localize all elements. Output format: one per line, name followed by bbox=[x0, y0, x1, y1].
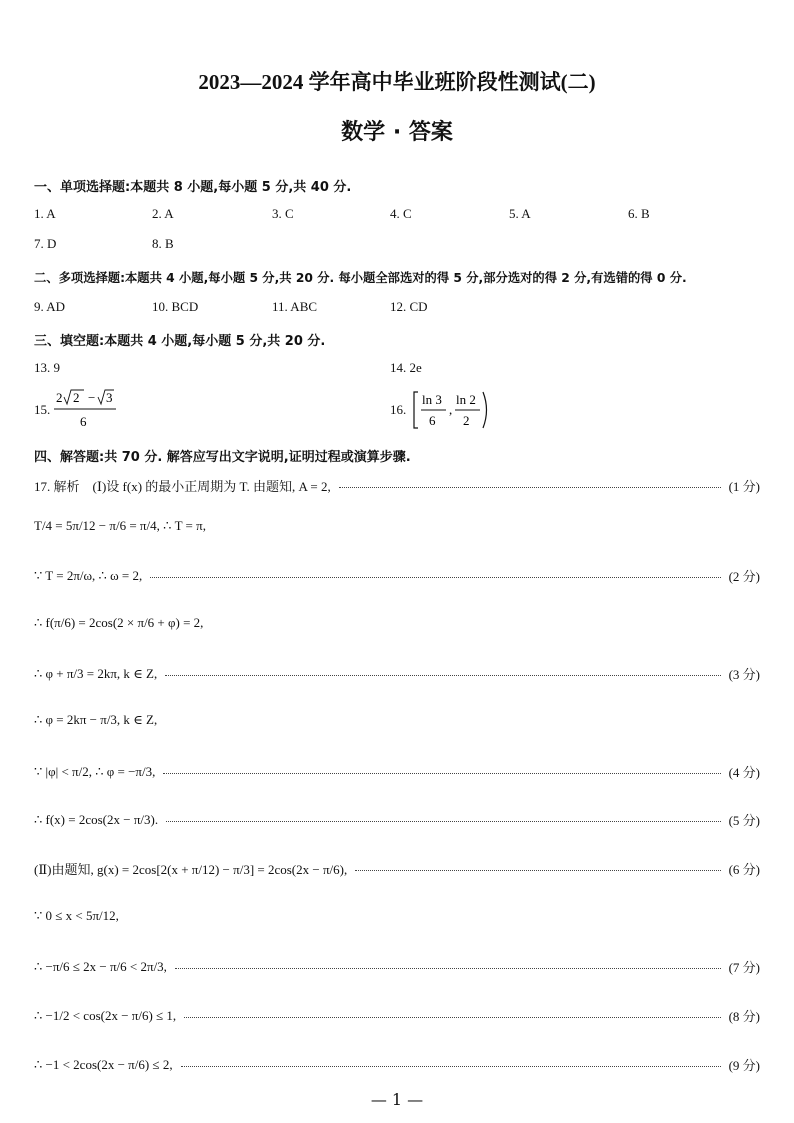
solution-step: ∵ T = 2π/ω, ∴ ω = 2, bbox=[34, 567, 143, 583]
leader-dots bbox=[355, 870, 720, 871]
page-title: 2023—2024 学年高中毕业班阶段性测试(二) bbox=[198, 70, 596, 94]
solution-step: ∴ f(π/6) = 2cos(2 × π/6 + φ) = 2, bbox=[34, 615, 204, 630]
answer-15-label: 15. bbox=[34, 402, 51, 417]
section-heading-fill-in: 三、填空题:本题共 4 小题,每小题 5 分,共 20 分. bbox=[34, 334, 326, 349]
svg-text:3: 3 bbox=[106, 390, 113, 405]
solution-line bbox=[34, 859, 760, 878]
answer-3: 3. C bbox=[272, 206, 294, 221]
page-subtitle: 数学 · 答案 bbox=[341, 120, 453, 145]
solution-line bbox=[34, 712, 760, 728]
leader-dots bbox=[184, 1017, 720, 1018]
score-mark: (5 分) bbox=[728, 813, 760, 828]
answer-9: 9. AD bbox=[34, 299, 66, 314]
score-mark: (8 分) bbox=[728, 1009, 760, 1024]
page-number: — 1 — bbox=[370, 1090, 424, 1109]
solution-step: 17. 解析 (Ⅰ)设 f(x) 的最小正周期为 T. 由题知, A = 2, bbox=[34, 479, 331, 494]
solution-line bbox=[34, 518, 760, 534]
solution-step: ∴ φ + π/3 = 2kπ, k ∈ Z, bbox=[34, 665, 158, 681]
solution-step: ∴ f(x) = 2cos(2x − π/3). bbox=[34, 811, 159, 827]
leader-dots bbox=[339, 487, 721, 488]
score-mark: (4 分) bbox=[728, 765, 760, 780]
section-heading-multi-choice: 二、多项选择题:本题共 4 小题,每小题 5 分,共 20 分. 每小题全部选对的得 5 分,部分选对的得 2 分,有选错的得 0 分. bbox=[34, 271, 687, 285]
svg-text:2: 2 bbox=[56, 390, 63, 405]
leader-dots bbox=[150, 577, 720, 578]
answer-10: 10. BCD bbox=[152, 299, 199, 314]
section-heading-solutions: 四、解答题:共 70 分. 解答应写出文字说明,证明过程或演算步骤. bbox=[34, 450, 411, 465]
svg-text:2: 2 bbox=[73, 390, 80, 405]
answer-6: 6. B bbox=[628, 206, 650, 221]
solution-step: T/4 = 5π/12 − π/6 = π/4, ∴ T = π, bbox=[34, 518, 206, 533]
svg-text:2: 2 bbox=[463, 413, 470, 428]
answer-7: 7. D bbox=[34, 236, 57, 251]
solution-step: ∴ −1 < 2cos(2x − π/6) ≤ 2, bbox=[34, 1056, 173, 1072]
answer-15-fraction bbox=[52, 388, 122, 432]
leader-dots bbox=[181, 1066, 721, 1067]
answer-14: 14. 2e bbox=[390, 360, 422, 375]
leader-dots bbox=[165, 675, 720, 676]
svg-text:ln 2: ln 2 bbox=[456, 392, 476, 407]
solution-step: ∴ −1/2 < cos(2x − π/6) ≤ 1, bbox=[34, 1007, 177, 1023]
answer-2: 2. A bbox=[152, 206, 174, 221]
answer-16-interval bbox=[410, 388, 496, 434]
solution-step: ∴ φ = 2kπ − π/3, k ∈ Z, bbox=[34, 712, 158, 727]
solution-line bbox=[34, 1006, 760, 1025]
answer-11: 11. ABC bbox=[272, 299, 318, 314]
solution-line bbox=[34, 566, 760, 585]
svg-text:ln 3: ln 3 bbox=[422, 392, 442, 407]
solution-line bbox=[34, 664, 760, 683]
solution-step: ∵ 0 ≤ x < 5π/12, bbox=[34, 908, 119, 923]
solution-line bbox=[34, 762, 760, 781]
score-mark: (9 分) bbox=[728, 1058, 760, 1073]
svg-text:,: , bbox=[449, 402, 453, 417]
answer-8: 8. B bbox=[152, 236, 174, 251]
answer-12: 12. CD bbox=[390, 299, 428, 314]
solution-line bbox=[34, 615, 760, 631]
solution-line bbox=[34, 476, 760, 495]
solution-line bbox=[34, 957, 760, 976]
leader-dots bbox=[163, 773, 720, 774]
answer-16-label: 16. bbox=[390, 402, 407, 417]
answer-1: 1. A bbox=[34, 206, 56, 221]
answer-13: 13. 9 bbox=[34, 360, 60, 375]
solution-line bbox=[34, 908, 760, 924]
score-mark: (6 分) bbox=[728, 862, 760, 877]
answer-5: 5. A bbox=[509, 206, 531, 221]
solution-step: (Ⅱ)由题知, g(x) = 2cos[2(x + π/12) − π/3] = 2cos(2x − π/6), bbox=[34, 862, 348, 877]
solution-step: ∵ |φ| < π/2, ∴ φ = −π/3, bbox=[34, 763, 156, 779]
solution-step: ∴ −π/6 ≤ 2x − π/6 < 2π/3, bbox=[34, 958, 167, 974]
svg-text:6: 6 bbox=[429, 413, 436, 428]
answer-4: 4. C bbox=[390, 206, 412, 221]
svg-text:6: 6 bbox=[80, 414, 87, 429]
leader-dots bbox=[166, 821, 720, 822]
svg-text:−: − bbox=[88, 390, 96, 405]
score-mark: (7 分) bbox=[728, 960, 760, 975]
solution-line bbox=[34, 810, 760, 829]
section-heading-single-choice: 一、单项选择题:本题共 8 小题,每小题 5 分,共 40 分. bbox=[34, 180, 352, 195]
score-mark: (1 分) bbox=[728, 479, 760, 494]
score-mark: (2 分) bbox=[728, 569, 760, 584]
leader-dots bbox=[175, 968, 721, 969]
solution-line bbox=[34, 1055, 760, 1074]
score-mark: (3 分) bbox=[728, 667, 760, 682]
